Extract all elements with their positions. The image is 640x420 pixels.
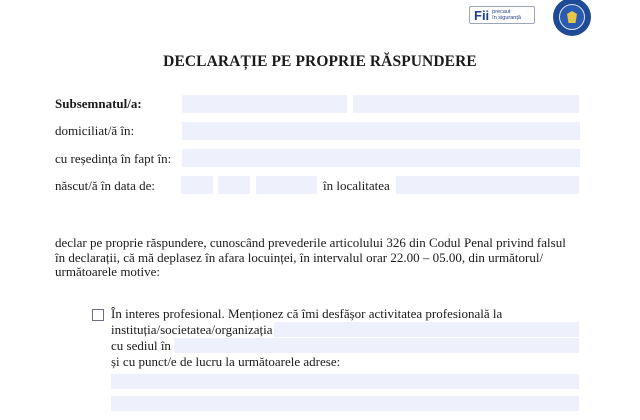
adresa-lucru-1-field[interactable] xyxy=(111,374,579,389)
resedinta-label: cu reședința în fapt în: xyxy=(55,151,172,166)
sediu-field[interactable] xyxy=(174,338,579,353)
interes-profesional-checkbox[interactable] xyxy=(92,309,104,321)
birth-year-field[interactable] xyxy=(256,176,317,194)
domiciliat-label: domiciliat/ă în: xyxy=(55,123,135,138)
seal-inner xyxy=(559,4,585,30)
fii-logo-subtext xyxy=(492,9,521,21)
declaration-line: următoarele motive: xyxy=(55,264,161,279)
birth-month-field[interactable] xyxy=(218,176,250,194)
adresa-lucru-2-field[interactable] xyxy=(111,396,579,411)
declaration-line: în declarații, că mă deplasez în afara locuinței, în intervalul orar 22.00 – 05.00, din următorul/ xyxy=(55,249,544,265)
declaration-line: declar pe proprie răspundere, cunoscând prevederile articolului 326 din Codul Penal privind falsul xyxy=(55,235,566,250)
sediu-label: cu sediul în xyxy=(111,338,171,353)
subsemnatul-label: Subsemnatul/a: xyxy=(55,96,142,111)
coat-of-arms-icon xyxy=(567,11,577,23)
interes-profesional-label: În interes profesional. Menționez că îmi desfășor activitatea profesională la xyxy=(111,306,503,321)
fii-logo-line2: în siguranță xyxy=(492,15,521,21)
first-name-field[interactable] xyxy=(353,95,579,113)
document-title: DECLARAȚIE PE PROPRIE RĂSPUNDERE xyxy=(163,53,477,70)
declaration-paragraph xyxy=(55,236,575,280)
fii-precaut-logo xyxy=(469,6,535,24)
birth-place-field[interactable] xyxy=(396,176,579,194)
institutie-label: instituția/societatea/organizația xyxy=(111,322,273,337)
domiciliu-field[interactable] xyxy=(182,122,580,140)
institutie-field[interactable] xyxy=(274,322,579,337)
nascut-label: născut/ă în data de: xyxy=(55,178,155,193)
localitatea-label: în localitatea xyxy=(323,178,390,193)
fii-logo-text: Fii xyxy=(474,7,490,23)
government-seal-icon xyxy=(553,0,591,36)
puncte-lucru-label: și cu punct/e de lucru la următoarele adrese: xyxy=(111,354,341,369)
birth-day-field[interactable] xyxy=(181,176,213,194)
fii-logo-line1: precaut xyxy=(492,9,511,15)
last-name-field[interactable] xyxy=(182,95,347,113)
resedinta-field[interactable] xyxy=(182,149,580,167)
